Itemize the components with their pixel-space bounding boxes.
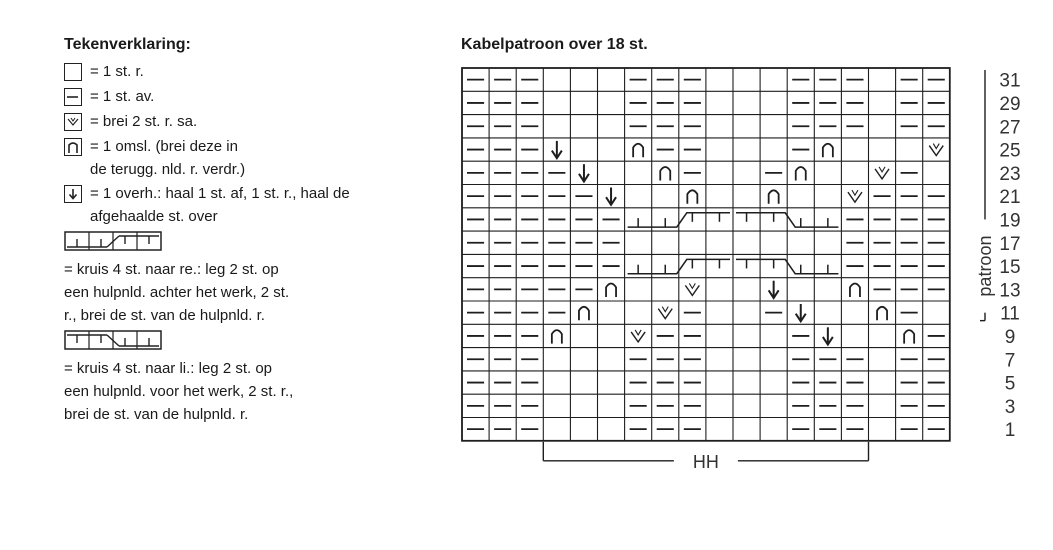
yarn-over-mark — [850, 284, 860, 297]
legend-text: = 1 st. av. — [90, 88, 155, 105]
row-number: 27 — [999, 117, 1021, 139]
yarn-over-mark — [633, 144, 643, 157]
patroon-label: patroon — [975, 235, 995, 297]
row-number-labels — [999, 71, 1020, 442]
k2tog-mark — [658, 309, 672, 319]
cable-right-line: r., brei de st. van de hulpnld. r. — [64, 307, 265, 324]
yarn-over-mark — [606, 284, 616, 297]
k2tog-mark-inner — [635, 330, 641, 335]
yarn-over-mark — [877, 307, 887, 320]
legend-text-continued: de terugg. nld. r. verdr.) — [90, 161, 246, 178]
row-number: 7 — [1004, 350, 1016, 372]
yarn-over-mark — [796, 167, 806, 180]
hh-label: HH — [692, 451, 719, 472]
k2tog-mark — [631, 332, 645, 342]
legend-text: = brei 2 st. r. sa. — [90, 113, 198, 130]
yarn-over-mark — [769, 190, 779, 203]
row-number: 31 — [999, 70, 1021, 92]
yarn-over-mark — [823, 144, 833, 157]
legend-text: = 1 overh.: haal 1 st. af, 1 st. r., haal de — [90, 185, 350, 202]
legend-title: Tekenverklaring: — [64, 36, 191, 53]
row-number: 11 — [1000, 303, 1020, 325]
yarn-over-mark — [579, 307, 589, 320]
k2tog-mark-inner — [662, 307, 668, 312]
legend-text-continued: afgehaalde st. over — [90, 208, 218, 225]
row-number: 29 — [999, 93, 1021, 115]
k2tog-mark — [685, 285, 699, 295]
k2tog-mark — [929, 146, 943, 156]
chart-symbols — [467, 70, 995, 472]
yarn-over-mark — [687, 190, 697, 203]
cable-right-line: een hulpnld. achter het werk, 2 st. — [64, 284, 290, 301]
yarn-over-mark — [552, 330, 562, 343]
row-number: 23 — [999, 163, 1021, 185]
cable-left-line: een hulpnld. voor het werk, 2 st. r., — [64, 383, 294, 400]
chart-title: Kabelpatroon over 18 st. — [461, 36, 648, 53]
k2tog-mark — [848, 192, 862, 202]
k2tog-mark-inner — [689, 283, 695, 288]
row-number: 3 — [1004, 396, 1016, 418]
k2tog-mark — [875, 169, 889, 179]
row-number: 19 — [999, 210, 1021, 232]
cable-left-line: brei de st. van de hulpnld. r. — [64, 406, 249, 423]
row-number: 9 — [1004, 326, 1016, 348]
row-number: 17 — [999, 233, 1021, 255]
row-number: 1 — [1004, 420, 1016, 442]
cable-left-line: = kruis 4 st. naar li.: leg 2 st. op — [64, 360, 273, 377]
k2tog-mark-inner — [852, 190, 858, 195]
row-number: 21 — [999, 187, 1021, 209]
legend-text: = 1 omsl. (brei deze in — [90, 138, 238, 155]
k2tog-mark-inner — [933, 144, 939, 149]
row-number: 25 — [999, 140, 1021, 162]
yarn-over-mark — [904, 330, 914, 343]
row-number: 5 — [1004, 373, 1016, 395]
cable-right-line: = kruis 4 st. naar re.: leg 2 st. op — [64, 261, 279, 278]
row-number: 15 — [999, 257, 1021, 279]
legend-text: = 1 st. r. — [90, 63, 144, 80]
row-number: 13 — [999, 280, 1021, 302]
k2tog-mark-inner — [879, 167, 885, 172]
yarn-over-mark — [660, 167, 670, 180]
